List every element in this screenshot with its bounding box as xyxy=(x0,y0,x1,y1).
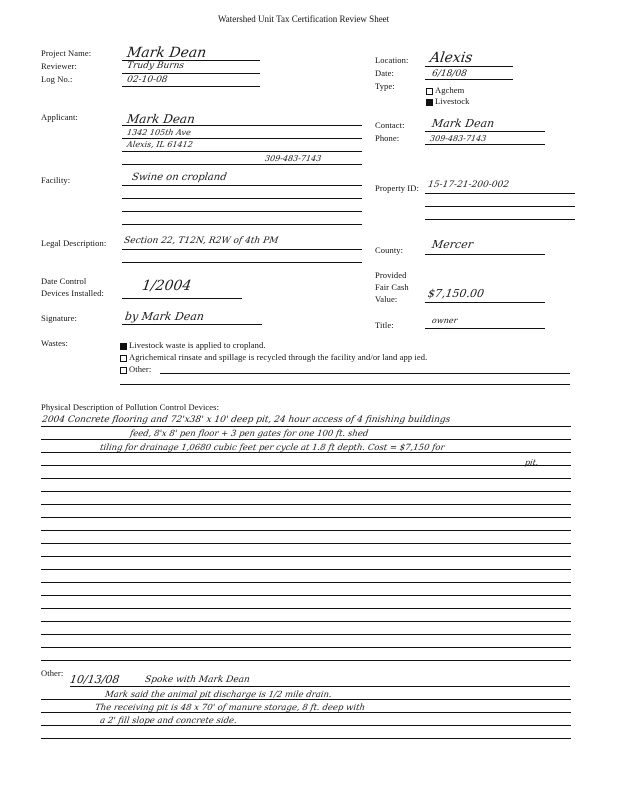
wastes-option-livestock[interactable]: Livestock waste is applied to cropland. xyxy=(120,340,266,350)
applicant-name: Mark Dean xyxy=(126,112,196,126)
applicant-address: 1342 105th Ave xyxy=(126,128,192,137)
wastes-label: Wastes: xyxy=(41,338,68,348)
other-note-line-1: Spoke with Mark Dean xyxy=(144,675,251,685)
description-line-4: pit. xyxy=(524,458,540,467)
applicant-label: Applicant: xyxy=(41,112,78,122)
type-label: Type: xyxy=(375,81,395,91)
facility-value: Swine on cropland xyxy=(131,172,228,183)
fair-cash-value: $7,150.00 xyxy=(427,287,485,300)
provided-label-1: Provided xyxy=(375,270,407,280)
other-note-line-4: a 2' fill slope and concrete side. xyxy=(99,716,238,726)
reviewer-value: Trudy Burns xyxy=(126,61,185,71)
title-value: owner xyxy=(431,316,459,325)
applicant-city: Alexis, IL 61412 xyxy=(126,140,194,149)
date-label: Date: xyxy=(375,68,394,78)
signature-label: Signature: xyxy=(41,313,77,323)
date-control-label-2: Devices Installed: xyxy=(41,288,104,298)
type-agchem[interactable]: Agchem xyxy=(426,85,464,95)
property-id-value: 15-17-21-200-002 xyxy=(427,180,510,190)
provided-label-2: Fair Cash xyxy=(375,282,409,292)
applicant-phone: 309-483-7143 xyxy=(264,154,322,163)
wastes-option-other[interactable]: Other: xyxy=(120,364,151,374)
legal-description-value: Section 22, T12N, R2W of 4th PM xyxy=(123,236,279,246)
reviewer-label: Reviewer: xyxy=(41,61,77,71)
description-line-2: feed, 8'x 8' pen floor + 3 pen gates for one 100 ft. shed xyxy=(129,429,369,439)
phone-value: 309-483-7143 xyxy=(429,134,487,143)
wastes-livestock-checkbox[interactable] xyxy=(120,343,127,350)
livestock-checkbox[interactable] xyxy=(426,99,433,106)
wastes-other-checkbox[interactable] xyxy=(120,367,127,374)
agchem-checkbox[interactable] xyxy=(426,88,433,95)
project-name-label: Project Name: xyxy=(41,48,92,58)
date-control-label-1: Date Control xyxy=(41,276,87,286)
description-line-1: 2004 Concrete flooring and 72'x38' x 10' deep pit, 24 hour access of 4 finishing buildings xyxy=(41,415,451,425)
wastes-option-agrichemical[interactable]: Agrichemical rinsate and spillage is recycled through the facility and/or land app ied. xyxy=(120,352,427,362)
county-label: County: xyxy=(375,245,404,255)
location-value: Alexis xyxy=(428,50,474,66)
type-livestock[interactable]: Livestock xyxy=(426,96,469,106)
log-no-label: Log No.: xyxy=(41,74,73,84)
date-value: 6/18/08 xyxy=(431,69,468,79)
log-no-value: 02-10-08 xyxy=(126,75,169,85)
other-label: Other: xyxy=(41,668,64,678)
description-line-3: tiling for drainage 1,0680 cubic feet per cycle at 1.8 ft depth. Cost = $7,150 for xyxy=(99,443,446,453)
wastes-agrichemical-checkbox[interactable] xyxy=(120,355,127,362)
provided-label-3: Value: xyxy=(375,294,398,304)
property-id-label: Property ID: xyxy=(375,183,419,193)
other-date: 10/13/08 xyxy=(69,673,121,686)
title-label: Title: xyxy=(375,320,394,330)
other-note-line-2: Mark said the animal pit discharge is 1/2 mile drain. xyxy=(104,690,333,700)
contact-value: Mark Dean xyxy=(431,117,496,130)
legal-description-label: Legal Description: xyxy=(41,238,107,248)
contact-label: Contact: xyxy=(375,120,405,130)
county-value: Mercer xyxy=(431,238,474,251)
project-name-value: Mark Dean xyxy=(125,45,208,61)
other-note-line-3: The receiving pit is 48 x 70' of manure storage, 8 ft. deep with xyxy=(94,703,366,713)
date-installed-value: 1/2004 xyxy=(140,278,193,294)
location-label: Location: xyxy=(375,55,409,65)
physical-description-label: Physical Description of Pollution Control Devices: xyxy=(41,402,220,412)
phone-label: Phone: xyxy=(375,133,400,143)
document-title: Watershed Unit Tax Certification Review Sheet xyxy=(218,14,390,24)
facility-label: Facility: xyxy=(41,175,71,185)
signature-value: by Mark Dean xyxy=(124,310,205,323)
